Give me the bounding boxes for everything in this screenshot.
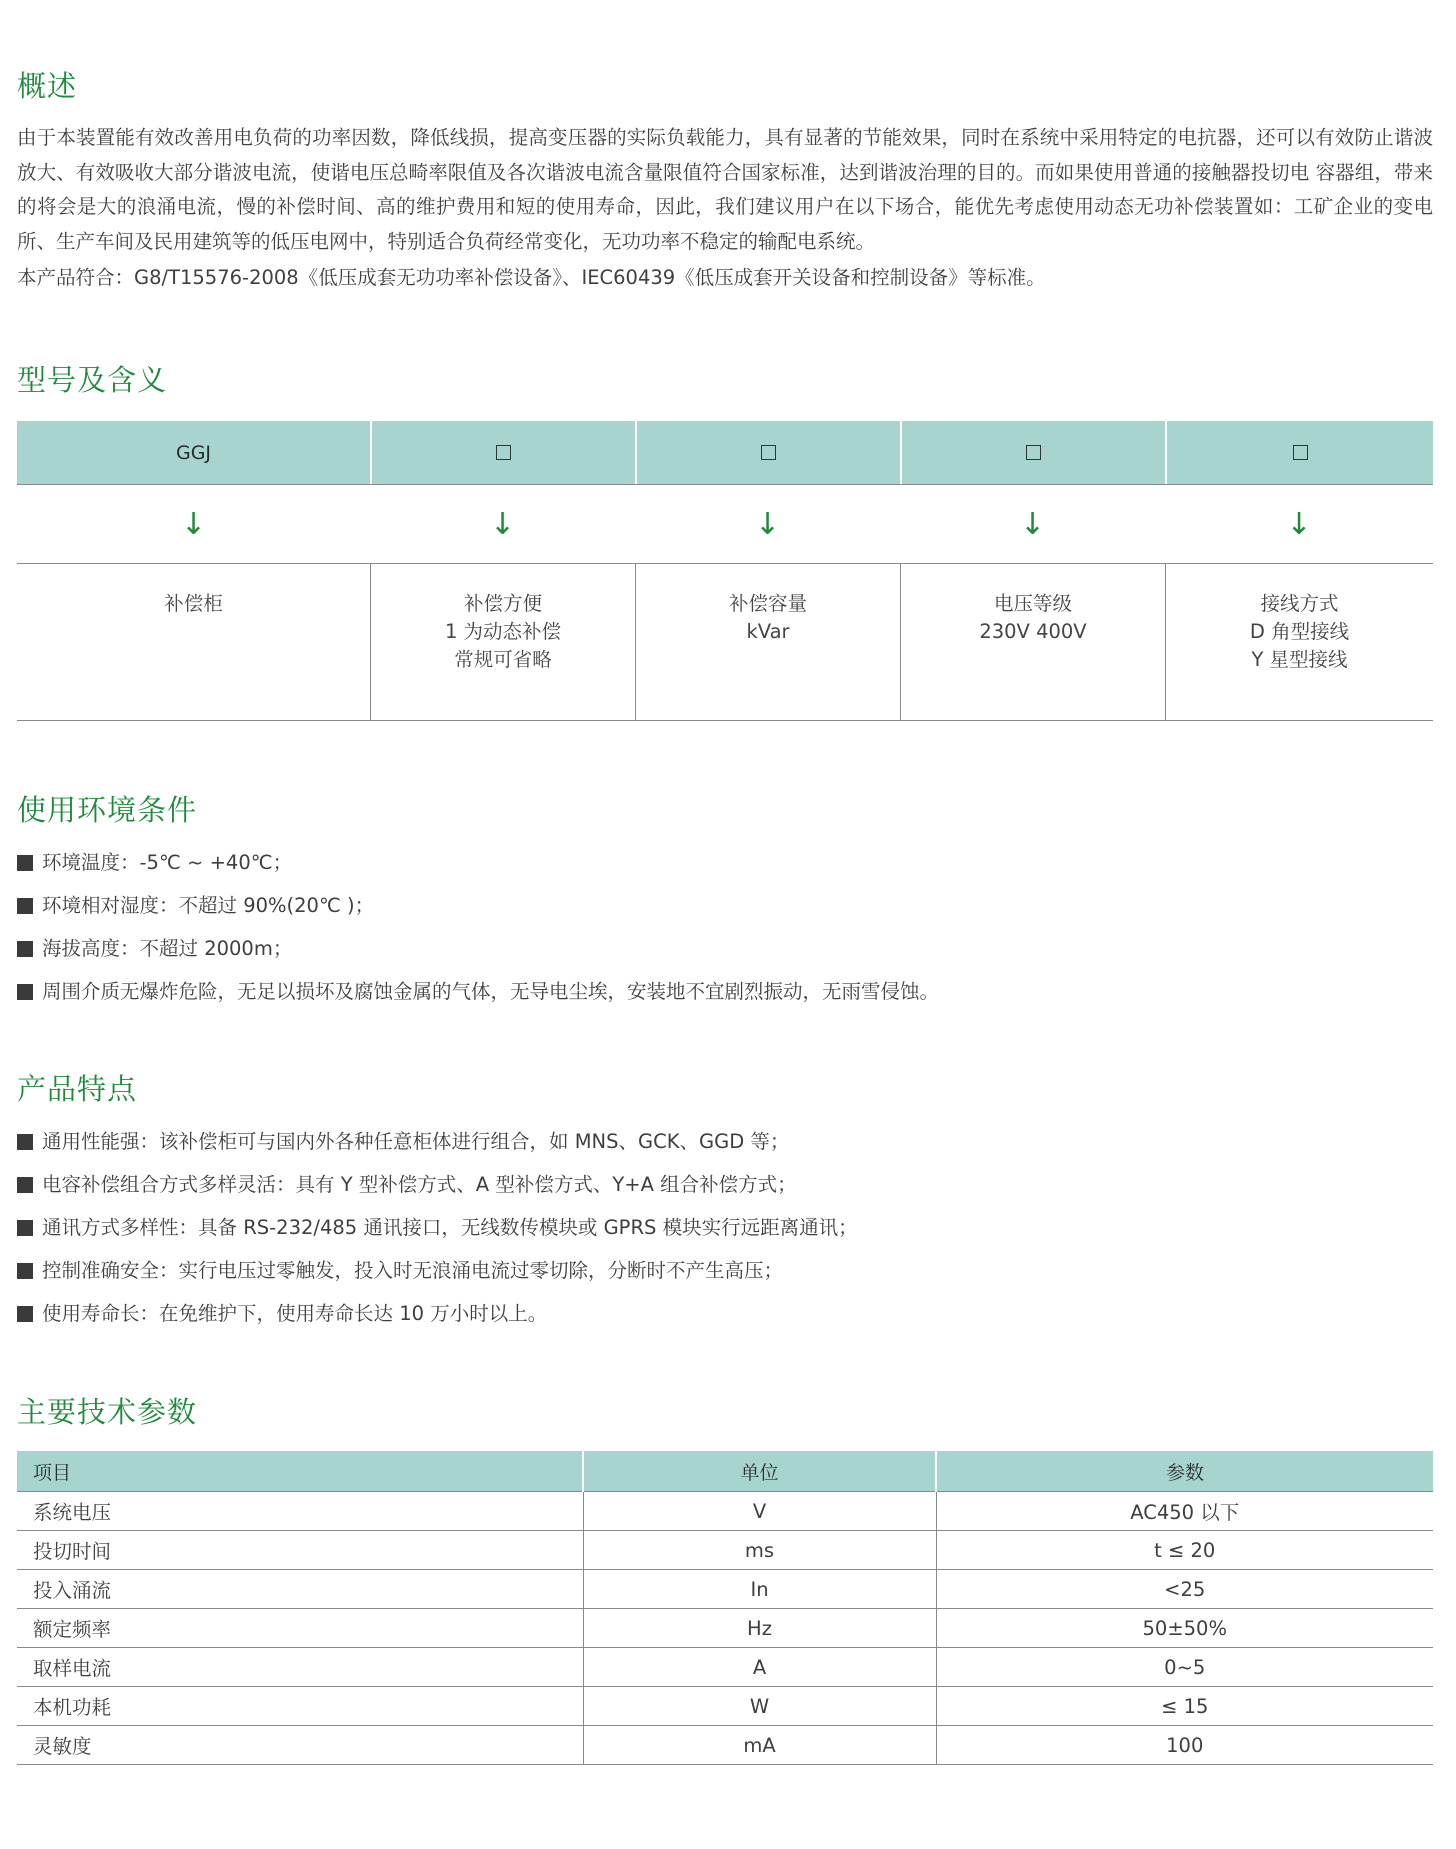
meaning-cabinet bbox=[17, 564, 370, 720]
features-heading: 产品特点 bbox=[17, 1072, 138, 1106]
cell-unit: A bbox=[583, 1648, 936, 1687]
cell-unit: Hz bbox=[583, 1609, 936, 1648]
placeholder-box-icon bbox=[1026, 445, 1041, 460]
cell-value: 0~5 bbox=[936, 1648, 1433, 1687]
cell-unit: mA bbox=[583, 1726, 936, 1765]
meaning-line: Y 星型接线 bbox=[1251, 648, 1348, 671]
cell-value: <25 bbox=[936, 1570, 1433, 1609]
meaning-line: D 角型接线 bbox=[1249, 620, 1350, 643]
list-item-text: 控制准确安全：实行电压过零触发，投入时无浪涌电流过零切除，分断时不产生高压； bbox=[42, 1259, 784, 1282]
cell-item: 系统电压 bbox=[17, 1492, 583, 1531]
specs-heading: 主要技术参数 bbox=[17, 1395, 198, 1429]
table-row bbox=[17, 1492, 1433, 1531]
meaning-line: 电压等级 bbox=[993, 592, 1072, 615]
cell-unit: W bbox=[583, 1687, 936, 1726]
specs-header-row bbox=[17, 1451, 1433, 1492]
cell-value: AC450 以下 bbox=[936, 1492, 1433, 1531]
cell-item: 投入涌流 bbox=[17, 1570, 583, 1609]
list-item-text: 使用寿命长：在免维护下，使用寿命长达 10 万小时以上。 bbox=[42, 1302, 548, 1325]
overview-section bbox=[17, 121, 1433, 296]
model-table bbox=[17, 421, 1433, 721]
table-row bbox=[17, 1570, 1433, 1609]
placeholder-cell-3 bbox=[900, 421, 1165, 484]
placeholder-cell-1 bbox=[370, 421, 635, 484]
cell-unit: In bbox=[583, 1570, 936, 1609]
cell-item: 投切时间 bbox=[17, 1531, 583, 1570]
cell-unit: V bbox=[583, 1492, 936, 1531]
meaning-line: kVar bbox=[746, 620, 790, 643]
bullet-square-icon bbox=[17, 984, 33, 1000]
overview-heading: 概述 bbox=[17, 69, 78, 103]
cell-value: 100 bbox=[936, 1726, 1433, 1765]
arrow-down-icon: ↓ bbox=[1286, 506, 1312, 542]
bullet-square-icon bbox=[17, 855, 33, 871]
placeholder-box-icon bbox=[496, 445, 511, 460]
list-item bbox=[17, 1292, 1433, 1335]
meaning-line: 接线方式 bbox=[1260, 592, 1339, 615]
table-row bbox=[17, 1648, 1433, 1687]
list-item-text: 周围介质无爆炸危险，无足以损坏及腐蚀金属的气体，无导电尘埃，安装地不宜剧烈振动，无雨雪侵蚀。 bbox=[42, 980, 940, 1003]
meaning-voltage bbox=[900, 564, 1165, 720]
placeholder-box-icon bbox=[1293, 445, 1308, 460]
list-item bbox=[17, 1120, 1433, 1163]
cell-value: ≤ 15 bbox=[936, 1687, 1433, 1726]
list-item bbox=[17, 927, 1433, 970]
placeholder-box-icon bbox=[761, 445, 776, 460]
meaning-wiring bbox=[1165, 564, 1433, 720]
bullet-square-icon bbox=[17, 1220, 33, 1236]
environment-list bbox=[17, 841, 1433, 1013]
list-item bbox=[17, 841, 1433, 884]
meaning-line: 补偿方便 bbox=[463, 592, 542, 615]
list-item bbox=[17, 1249, 1433, 1292]
bullet-square-icon bbox=[17, 1177, 33, 1193]
model-heading: 型号及含义 bbox=[17, 363, 168, 397]
cell-value: 50±50% bbox=[936, 1609, 1433, 1648]
cell-item: 灵敏度 bbox=[17, 1726, 583, 1765]
table-row bbox=[17, 1687, 1433, 1726]
list-item-text: 电容补偿组合方式多样灵活：具有 Y 型补偿方式、A 型补偿方式、Y+A 组合补偿方式； bbox=[42, 1173, 797, 1196]
table-row bbox=[17, 1726, 1433, 1765]
model-code: GGJ bbox=[175, 441, 212, 464]
placeholder-cell-4 bbox=[1165, 421, 1433, 484]
specs-table bbox=[17, 1451, 1433, 1765]
list-item bbox=[17, 1163, 1433, 1206]
model-code-row bbox=[17, 421, 1433, 484]
model-arrow-row bbox=[17, 484, 1433, 564]
list-item-text: 环境温度：-5℃ ~ +40℃； bbox=[42, 851, 293, 874]
column-header-value: 参数 bbox=[936, 1451, 1433, 1492]
list-item-text: 通讯方式多样性：具备 RS-232/485 通讯接口，无线数传模块或 GPRS 模块实行远距离通讯； bbox=[42, 1216, 858, 1239]
arrow-down-icon: ↓ bbox=[1019, 506, 1046, 542]
environment-heading: 使用环境条件 bbox=[17, 793, 198, 827]
meaning-line: 常规可省略 bbox=[454, 648, 552, 671]
overview-paragraph: 由于本装置能有效改善用电负荷的功率因数，降低线损，提高变压器的实际负载能力，具有显著的节能效果，同时在系统中采用特定的电抗器，还可以有效防止谐波放大、有效吸收大部分谐波电流，使谐电压总畸率限值及各次谐波电流含量限值符合国家标准，达到谐波治理的目的。而如果使用普通的接触器投切电 容器组，带来的将会是大的浪涌电流，慢的补偿时间、高的维护费用和短的使用寿命，因此，我们建议用户在以下场合，能优先考虑使用动态无功补偿装置如：工矿企业的变电所、生产车间及民用建筑等的低压电网中，特别适合负荷经常变化，无功功率不稳定的输配电系统。 bbox=[17, 126, 1433, 253]
column-header-item: 项目 bbox=[17, 1451, 583, 1492]
bullet-square-icon bbox=[17, 1263, 33, 1279]
table-row bbox=[17, 1609, 1433, 1648]
bullet-square-icon bbox=[17, 1306, 33, 1322]
standard-statement: 本产品符合：G8/T15576-2008《低压成套无功功率补偿设备》、IEC60439《低压成套开关设备和控制设备》等标准。 bbox=[17, 266, 1046, 289]
model-meaning-row bbox=[17, 564, 1433, 721]
bullet-square-icon bbox=[17, 941, 33, 957]
list-item bbox=[17, 884, 1433, 927]
meaning-capacity bbox=[635, 564, 900, 720]
meaning-line: 1 为动态补偿 bbox=[444, 620, 562, 643]
model-code-cell bbox=[17, 421, 370, 484]
arrow-down-icon: ↓ bbox=[754, 506, 781, 542]
cell-value: t ≤ 20 bbox=[936, 1531, 1433, 1570]
column-header-unit: 单位 bbox=[583, 1451, 936, 1492]
placeholder-cell-2 bbox=[635, 421, 900, 484]
cell-item: 取样电流 bbox=[17, 1648, 583, 1687]
list-item-text: 环境相对湿度：不超过 90%(20℃ )； bbox=[42, 894, 375, 917]
meaning-line: 230V 400V bbox=[979, 620, 1087, 643]
bullet-square-icon bbox=[17, 1134, 33, 1150]
meaning-line: 补偿容量 bbox=[728, 592, 807, 615]
list-item-text: 海拔高度：不超过 2000m； bbox=[42, 937, 293, 960]
table-row bbox=[17, 1531, 1433, 1570]
cell-item: 本机功耗 bbox=[17, 1687, 583, 1726]
features-list bbox=[17, 1120, 1433, 1335]
meaning-line: 补偿柜 bbox=[164, 592, 223, 615]
cell-unit: ms bbox=[583, 1531, 936, 1570]
list-item bbox=[17, 970, 1433, 1013]
arrow-down-icon: ↓ bbox=[180, 506, 207, 542]
cell-item: 额定频率 bbox=[17, 1609, 583, 1648]
bullet-square-icon bbox=[17, 898, 33, 914]
list-item-text: 通用性能强：该补偿柜可与国内外各种任意柜体进行组合，如 MNS、GCK、GGD 等； bbox=[42, 1130, 790, 1153]
list-item bbox=[17, 1206, 1433, 1249]
meaning-compensation-mode bbox=[370, 564, 635, 720]
arrow-down-icon: ↓ bbox=[489, 506, 516, 542]
